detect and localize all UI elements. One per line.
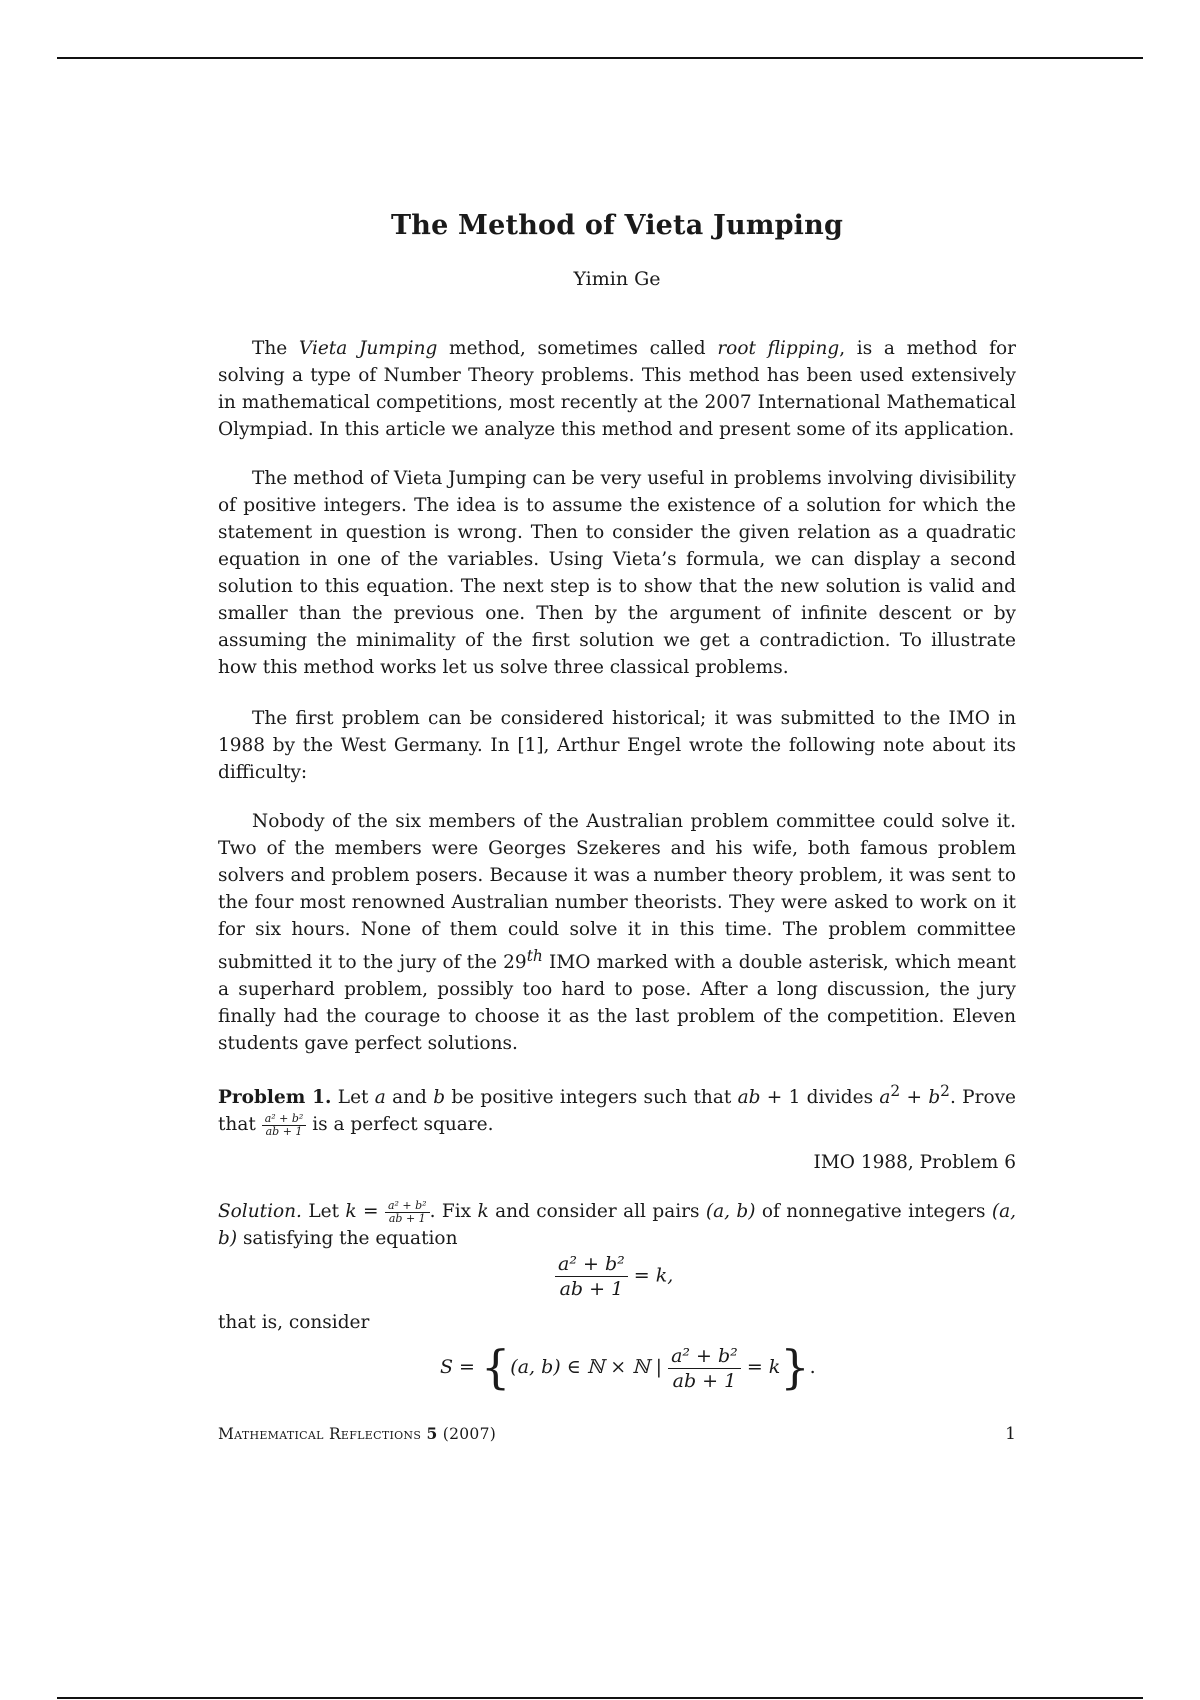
problem-statement: Problem 1. Let a and b be positive integers such that ab + 1 divides $a^2 + b^2$. Prove that $\frac{\text{a² + b²}}{ab + 1}$ is a perfect square. xyxy=(218,1082,1016,1139)
intro-paragraph: The Vieta Jumping method, sometimes called root flipping, is a method for solving a type of Number Theory problems. This method has been used extensively in mathematical competitions, most recently at the 2007 International Mathematical Olympiad. In this article we analyze this method and present some of its application. xyxy=(218,338,1016,440)
paper-title: The Method of Vieta Jumping xyxy=(390,210,844,241)
problem-label: Problem 1. xyxy=(218,1087,332,1109)
engel-quote: Nobody of the six members of the Australian problem committee could solve it. Two of the members were Georges Szekeres and his wife, both famous problem solvers and problem posers. Because it was a number theory problem, it was sent to the four most renowned Australian number theorists. They were asked to work on it for six hours. None of them could solve it in this time. The problem committee submitted it to the jury of the 29th IMO marked with a double asterisk, which meant a superhard problem, possibly too hard to pose. After a long discussion, the jury finally had the courage to choose it as the last problem of the competition. Eleven students gave perfect solutions. xyxy=(218,811,1016,1055)
footer-journal: Mathematical Reflections 5 (2007) xyxy=(218,1424,497,1443)
equation-set-s: S = {(a, b) ∈ ℕ × ℕ | $\frac{\text{a² + b²}}{ab + 1}$ = k}. xyxy=(440,1340,816,1394)
history-paragraph: The first problem can be considered historical; it was submitted to the IMO in 1988 by the West Germany. In [1], Arthur Engel wrote the following note about its difficulty: xyxy=(218,708,1016,783)
method-paragraph: The method of Vieta Jumping can be very useful in problems involving divisibility of positive integers. The idea is to assume the existence of a solution for which the statement in question is wrong. Then to consider the given relation as a quadratic equation in one of the variables. Using Vieta’s formula, we can display a second solution to this equation. The next step is to show that the new solution is valid and smaller than the previous one. Then by the argument of infinite descent or by assuming the minimality of the first solution we get a contradiction. To illustrate how this method works let us solve three classical problems. xyxy=(218,468,1016,678)
bottom-rule xyxy=(57,1697,1143,1699)
consider-text: that is, consider xyxy=(218,1312,370,1333)
solution-fraction: $\frac{\text{a² + b²}}{ab + 1}$ xyxy=(385,1200,430,1225)
paper-author: Yimin Ge xyxy=(573,268,661,290)
solution-label: Solution. xyxy=(218,1201,302,1222)
term-root-flipping: root flipping xyxy=(717,338,840,359)
solution-paragraph: Solution. Let k = $\frac{\text{a² + b²}}{ab + 1}$ . Fix k and consider all pairs (a, b) of nonnegative integers (a, b) satisfying the equation xyxy=(218,1199,1017,1249)
equation-k: $\frac{\text{a² + b²}}{ab + 1}$ = k, xyxy=(555,1252,673,1301)
problem-reference: IMO 1988, Problem 6 xyxy=(813,1152,1016,1173)
page-number: 1 xyxy=(1005,1424,1016,1444)
term-vieta-jumping: Vieta Jumping xyxy=(298,338,438,359)
top-rule xyxy=(57,57,1143,59)
problem-fraction: $\frac{\text{a² + b²}}{ab + 1}$ xyxy=(262,1113,307,1138)
